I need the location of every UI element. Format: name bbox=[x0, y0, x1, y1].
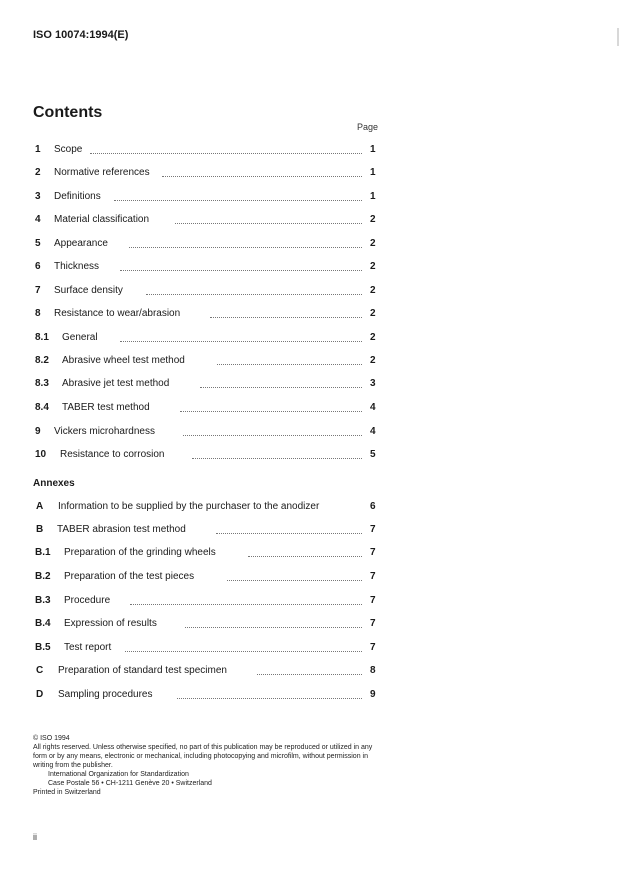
page-column-label: Page bbox=[357, 122, 379, 132]
page-number: ii bbox=[33, 832, 37, 842]
scan-edge-mark bbox=[617, 28, 619, 46]
annex-row[interactable] bbox=[0, 665, 380, 679]
toc-page: 1 bbox=[370, 167, 376, 178]
annex-letter: B.5 bbox=[35, 642, 51, 653]
annex-page: 7 bbox=[370, 571, 376, 582]
toc-page: 3 bbox=[370, 378, 376, 389]
toc-row[interactable] bbox=[0, 378, 380, 392]
annex-row[interactable] bbox=[0, 689, 380, 703]
annex-row[interactable] bbox=[0, 524, 380, 538]
toc-title: TABER test method bbox=[62, 402, 150, 413]
printed-location: Printed in Switzerland bbox=[33, 789, 101, 796]
toc-title: General bbox=[62, 332, 98, 343]
annex-letter: B.3 bbox=[35, 595, 51, 606]
toc-row[interactable] bbox=[0, 285, 380, 299]
toc-leader bbox=[183, 435, 362, 436]
rights-statement: All rights reserved. Unless otherwise specified, no part of this publication may be reproduced or utilized in any form or by any means, electronic or mechanical, including photocopying and microfilm, without permission in writing from the publisher. bbox=[33, 744, 373, 769]
annex-page: 8 bbox=[370, 665, 376, 676]
toc-number: 8.4 bbox=[35, 402, 49, 413]
annex-page: 6 bbox=[370, 501, 376, 512]
toc-number: 6 bbox=[35, 261, 41, 272]
toc-page: 5 bbox=[370, 449, 376, 460]
annex-leader bbox=[216, 533, 362, 534]
toc-leader bbox=[175, 223, 362, 224]
toc-leader bbox=[217, 364, 362, 365]
toc-row[interactable] bbox=[0, 144, 380, 158]
toc-title: Material classification bbox=[54, 214, 150, 225]
annex-letter: B bbox=[36, 524, 44, 535]
toc-leader bbox=[129, 247, 362, 248]
toc-title: Thickness bbox=[54, 261, 100, 272]
toc-page: 1 bbox=[370, 191, 376, 202]
toc-leader bbox=[192, 458, 362, 459]
toc-title: Abrasive jet test method bbox=[62, 378, 170, 389]
annex-title: Procedure bbox=[64, 595, 111, 606]
toc-title: Vickers microhardness bbox=[54, 426, 155, 437]
annex-letter: B.4 bbox=[35, 618, 51, 629]
annex-title: Expression of results bbox=[64, 618, 157, 629]
toc-number: 7 bbox=[35, 285, 41, 296]
toc-leader bbox=[210, 317, 362, 318]
toc-number: 5 bbox=[35, 238, 41, 249]
toc-page: 2 bbox=[370, 355, 376, 366]
annex-page: 7 bbox=[370, 547, 376, 558]
annex-row[interactable] bbox=[0, 642, 380, 656]
toc-leader bbox=[114, 200, 362, 201]
toc-leader bbox=[120, 270, 362, 271]
annex-leader bbox=[185, 627, 362, 628]
toc-number: 8 bbox=[35, 308, 41, 319]
toc-number: 1 bbox=[35, 144, 41, 155]
annex-letter: D bbox=[36, 689, 44, 700]
toc-leader bbox=[162, 176, 362, 177]
toc-number: 2 bbox=[35, 167, 41, 178]
organization-name: International Organization for Standardization bbox=[48, 771, 189, 778]
toc-title: Resistance to wear/abrasion bbox=[54, 308, 181, 319]
toc-title: Appearance bbox=[54, 238, 108, 249]
annex-title: TABER abrasion test method bbox=[57, 524, 186, 535]
toc-leader bbox=[146, 294, 362, 295]
annexes-heading: Annexes bbox=[33, 478, 75, 489]
annex-page: 9 bbox=[370, 689, 376, 700]
toc-number: 9 bbox=[35, 426, 41, 437]
toc-number: 3 bbox=[35, 191, 41, 202]
annex-title: Test report bbox=[64, 642, 112, 653]
toc-row[interactable] bbox=[0, 191, 380, 205]
toc-title: Surface density bbox=[54, 285, 123, 296]
toc-row[interactable] bbox=[0, 426, 380, 440]
toc-page: 2 bbox=[370, 285, 376, 296]
annex-page: 7 bbox=[370, 642, 376, 653]
toc-title: Normative references bbox=[54, 167, 150, 178]
annex-title: Preparation of the test pieces bbox=[64, 571, 195, 582]
toc-row[interactable] bbox=[0, 332, 380, 346]
page-title: Contents bbox=[33, 104, 103, 121]
annex-letter: B.2 bbox=[35, 571, 51, 582]
toc-number: 4 bbox=[35, 214, 41, 225]
toc-title: Definitions bbox=[54, 191, 101, 202]
annex-row[interactable] bbox=[0, 547, 380, 561]
toc-leader bbox=[90, 153, 362, 154]
toc-page: 1 bbox=[370, 144, 376, 155]
annex-leader bbox=[177, 698, 362, 699]
toc-row[interactable] bbox=[0, 238, 380, 252]
annex-letter: C bbox=[36, 665, 44, 676]
annex-row[interactable] bbox=[0, 618, 380, 632]
toc-page: 2 bbox=[370, 238, 376, 249]
annex-title: Preparation of the grinding wheels bbox=[64, 547, 216, 558]
annex-title: Preparation of standard test specimen bbox=[58, 665, 227, 676]
annex-title: Information to be supplied by the purchaser to the anodizer bbox=[58, 501, 320, 512]
toc-number: 8.2 bbox=[35, 355, 49, 366]
toc-title: Abrasive wheel test method bbox=[62, 355, 185, 366]
toc-title: Resistance to corrosion bbox=[60, 449, 165, 460]
annex-page: 7 bbox=[370, 595, 376, 606]
annex-letter: B.1 bbox=[35, 547, 51, 558]
annex-row[interactable] bbox=[0, 571, 380, 585]
toc-row[interactable] bbox=[0, 167, 380, 181]
toc-number: 10 bbox=[35, 449, 47, 460]
toc-row[interactable] bbox=[0, 214, 380, 228]
toc-leader bbox=[120, 341, 362, 342]
toc-leader bbox=[180, 411, 362, 412]
annex-leader bbox=[248, 556, 362, 557]
toc-page: 2 bbox=[370, 214, 376, 225]
annex-leader bbox=[257, 674, 362, 675]
toc-number: 8.1 bbox=[35, 332, 49, 343]
annex-letter: A bbox=[36, 501, 44, 512]
toc-page: 2 bbox=[370, 308, 376, 319]
copyright-line: © ISO 1994 bbox=[33, 735, 70, 742]
organization-address: Case Postale 56 • CH-1211 Genève 20 • Switzerland bbox=[48, 780, 212, 787]
toc-row[interactable] bbox=[0, 308, 380, 322]
annex-leader bbox=[130, 604, 362, 605]
toc-page: 4 bbox=[370, 426, 376, 437]
toc-title: Scope bbox=[54, 144, 83, 155]
annex-row[interactable] bbox=[0, 501, 380, 515]
annex-page: 7 bbox=[370, 618, 376, 629]
toc-row[interactable] bbox=[0, 355, 380, 369]
document-id: ISO 10074:1994(E) bbox=[33, 29, 129, 41]
annex-leader bbox=[125, 651, 362, 652]
toc-row[interactable] bbox=[0, 449, 380, 463]
toc-leader bbox=[200, 387, 362, 388]
toc-row[interactable] bbox=[0, 402, 380, 416]
toc-number: 8.3 bbox=[35, 378, 49, 389]
annex-title: Sampling procedures bbox=[58, 689, 153, 700]
toc-page: 2 bbox=[370, 261, 376, 272]
toc-page: 4 bbox=[370, 402, 376, 413]
annex-page: 7 bbox=[370, 524, 376, 535]
toc-row[interactable] bbox=[0, 261, 380, 275]
toc-page: 2 bbox=[370, 332, 376, 343]
copyright-notice bbox=[33, 734, 383, 797]
annex-leader bbox=[227, 580, 362, 581]
annex-row[interactable] bbox=[0, 595, 380, 609]
